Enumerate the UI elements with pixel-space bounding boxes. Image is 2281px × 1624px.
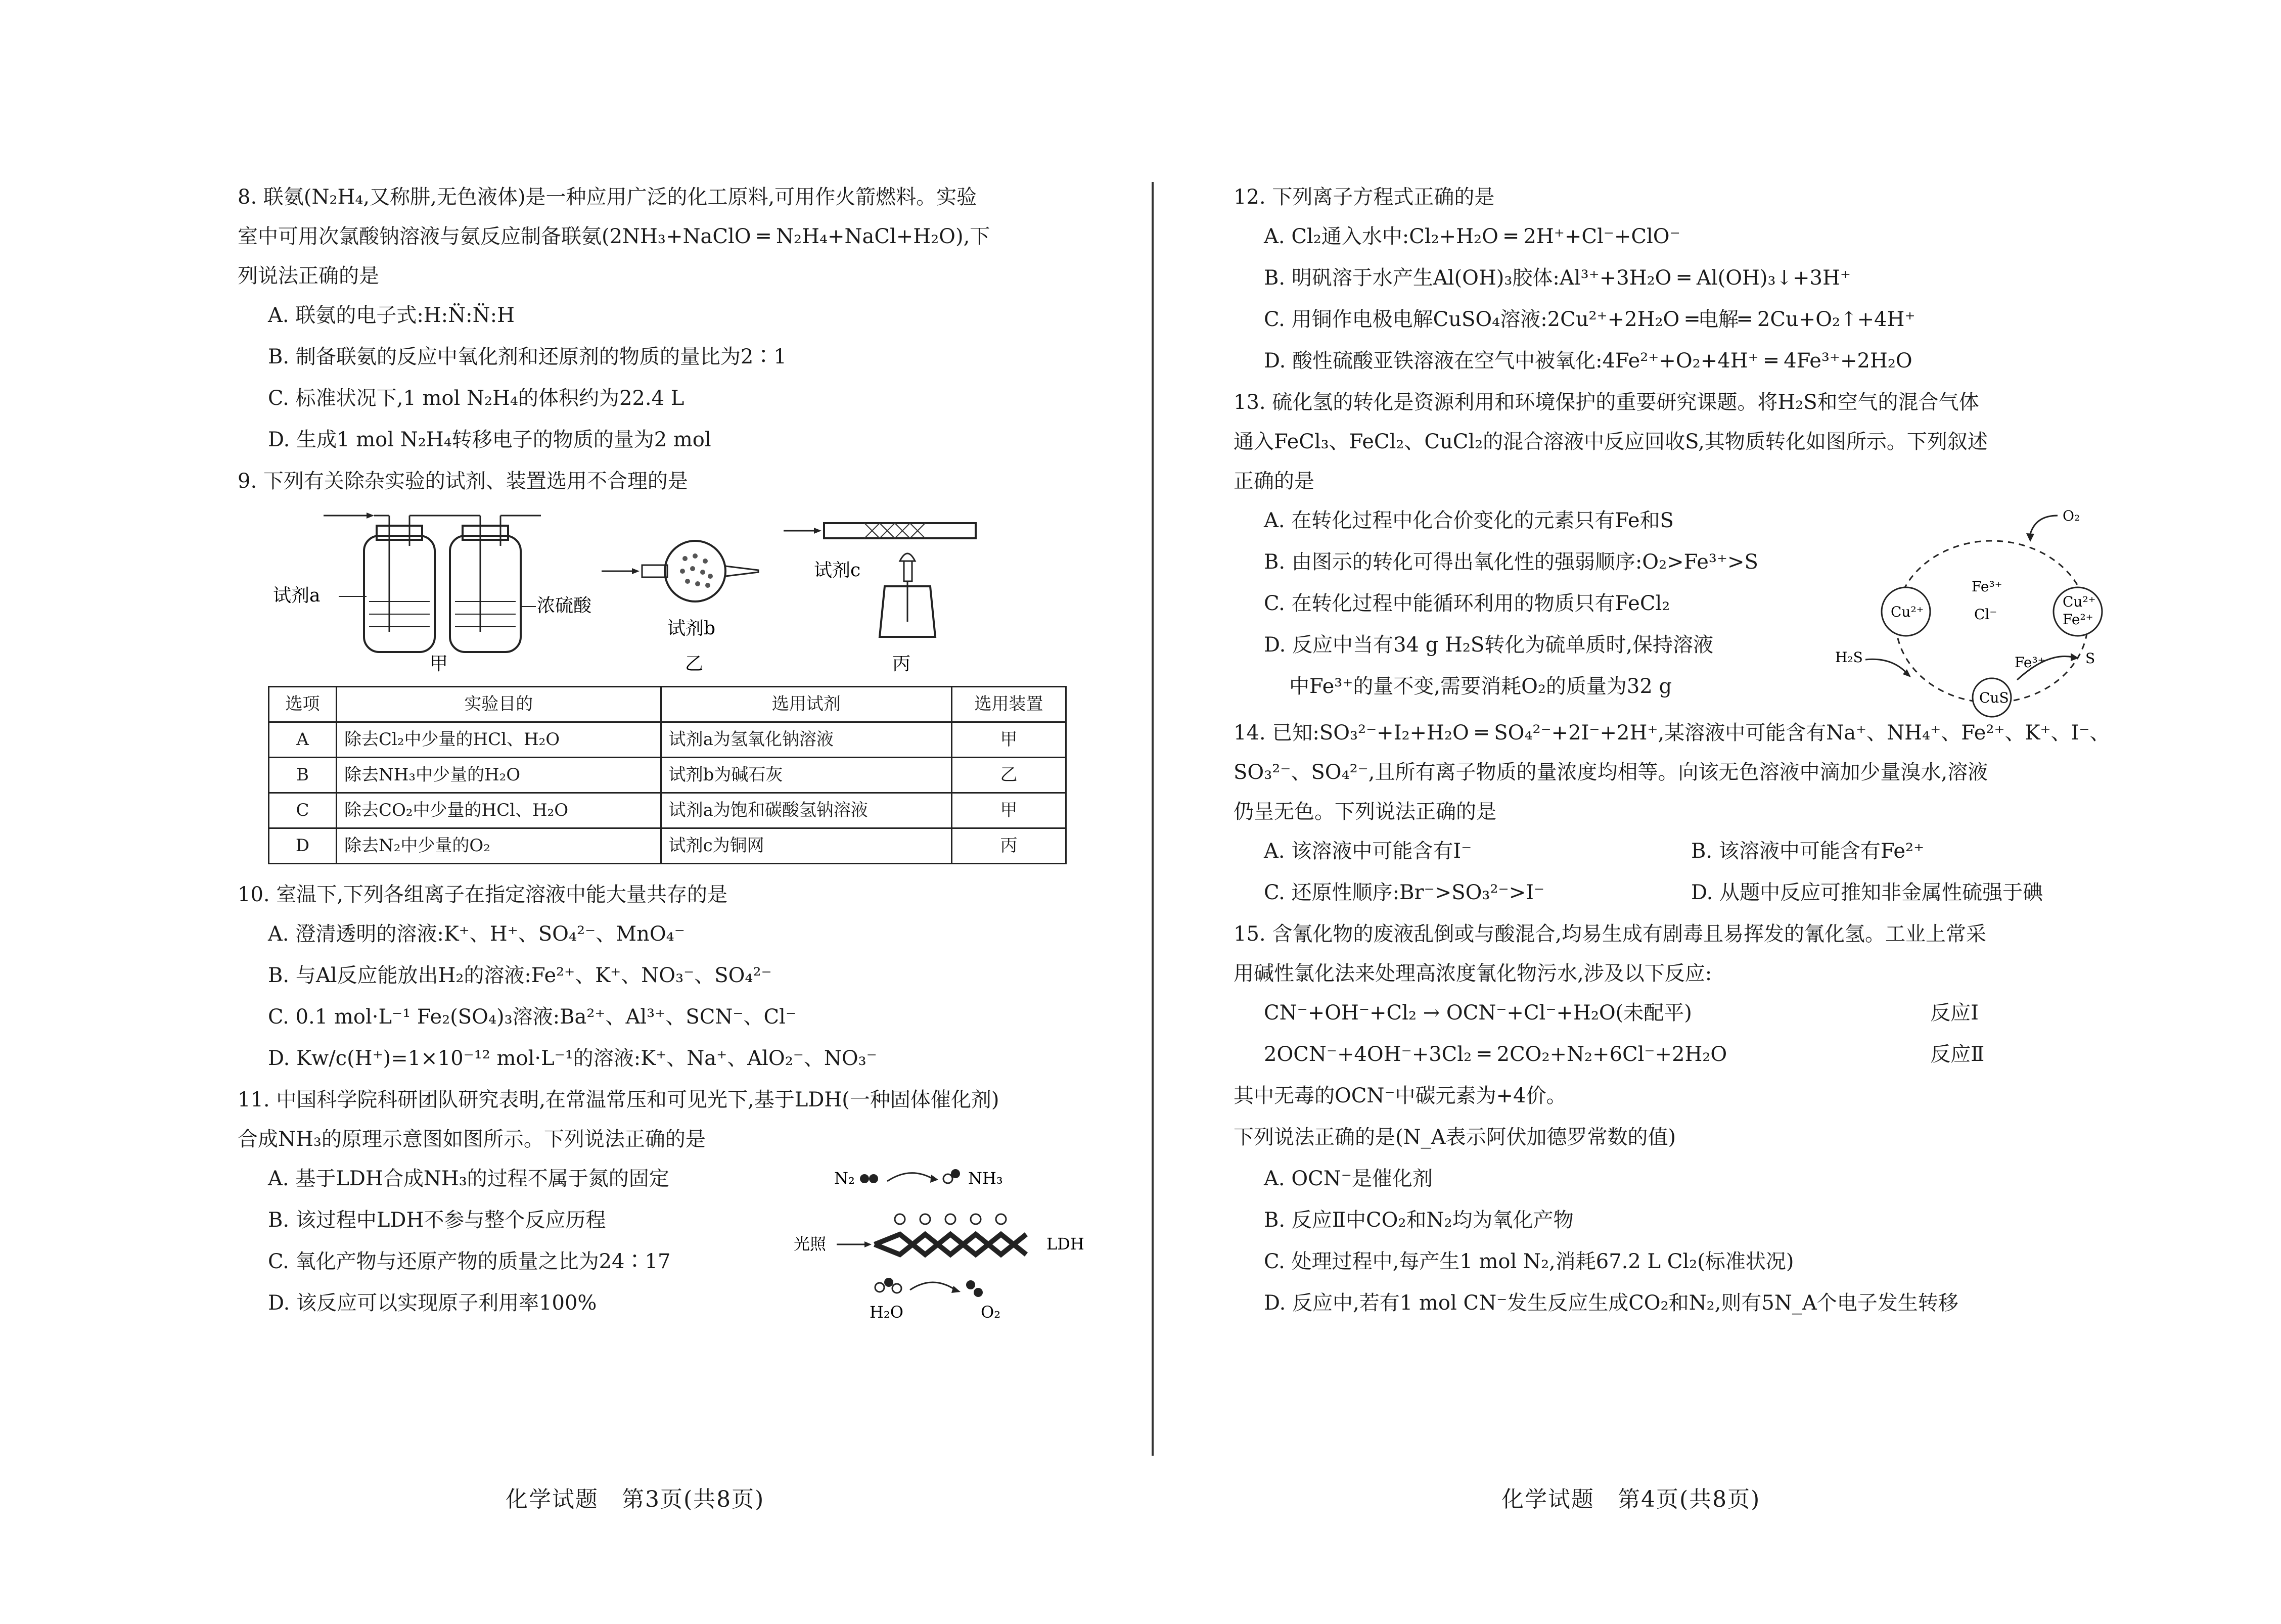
q15-reaction-2-tag: 反应Ⅱ	[1930, 1043, 1985, 1066]
label-fe2: Fe²⁺	[2063, 611, 2093, 628]
question-8	[238, 182, 1102, 455]
gas-washing-bottles-diagram	[268, 505, 592, 674]
label-fe3-b: Fe³⁺	[2015, 654, 2045, 671]
table-row	[269, 722, 1066, 758]
label-h2s: H₂S	[1835, 649, 1863, 666]
q12-stem: 12. 下列离子方程式正确的是	[1234, 185, 1495, 209]
q11-stem-2: 合成NH₃的原理示意图如图所示。下列说法正确的是	[238, 1128, 706, 1151]
table-cell: 丙	[952, 828, 1066, 864]
q14-stem-3: 仍呈无色。下列说法正确的是	[1234, 800, 1496, 823]
question-11	[238, 1085, 1102, 1329]
q8-stem-1: 8. 联氨(N₂H₄,又称肼,无色液体)是一种应用广泛的化工原料,可用作火箭燃料。实验	[238, 185, 977, 209]
label-nh3: NH₃	[968, 1169, 1003, 1188]
apparatus-yi	[602, 505, 763, 681]
q13-option-d-cont: 中Fe³⁺的量不变,需要消耗O₂的质量为32 g	[1289, 675, 1672, 698]
q10-option-a: A. 澄清透明的溶液:K⁺、H⁺、SO₄²⁻、MnO₄⁻	[268, 922, 685, 946]
table-cell: 除去N₂中少量的O₂	[336, 828, 661, 864]
question-12	[1234, 182, 2118, 376]
table-cell: 试剂b为碱石灰	[661, 758, 951, 793]
q13-stem-1: 13. 硫化氢的转化是资源利用和环境保护的重要研究课题。将H₂S和空气的混合气体	[1234, 391, 1979, 414]
q9-apparatus-figure	[268, 505, 1102, 681]
question-14	[1234, 718, 2118, 908]
table-header: 选项	[269, 687, 337, 722]
q13-stem-2: 通入FeCl₃、FeCl₂、CuCl₂的混合溶液中反应回收S,其物质转化如图所示。下列叙述	[1234, 430, 1988, 453]
table-cell: 试剂a为饱和碳酸氢钠溶液	[661, 793, 951, 828]
label-reagent-a: 试剂a	[273, 585, 321, 606]
label-light: 光照	[794, 1234, 827, 1254]
page-footer-right: 化学试题 第4页(共8页)	[1501, 1487, 1761, 1512]
ldh-catalysis-diagram	[789, 1164, 1102, 1325]
q14-option-b: B. 该溶液中可能含有Fe²⁺	[1691, 840, 1925, 863]
q13-option-a: A. 在转化过程中化合价变化的元素只有Fe和S	[1264, 509, 1674, 532]
q10-option-b: B. 与Al反应能放出H₂的溶液:Fe²⁺、K⁺、NO₃⁻、SO₄²⁻	[268, 964, 772, 987]
q13-stem-3: 正确的是	[1234, 470, 1314, 493]
q14-option-a: A. 该溶液中可能含有I⁻	[1264, 840, 1472, 863]
q11-option-a: A. 基于LDH合成NH₃的过程不属于氮的固定	[268, 1167, 669, 1190]
question-13	[1234, 387, 2118, 718]
label-cu2-b: Cu²⁺	[2063, 593, 2096, 610]
q13-option-c: C. 在转化过程中能循环利用的物质只有FeCl₂	[1264, 592, 1670, 615]
h2s-conversion-cycle-diagram	[1835, 505, 2118, 718]
table-header-row	[269, 687, 1066, 722]
q15-option-a: A. OCN⁻是催化剂	[1264, 1167, 1433, 1190]
apparatus-jia	[268, 505, 592, 681]
q11-stem-1: 11. 中国科学院科研团队研究表明,在常温常压和可见光下,基于LDH(一种固体催化剂)	[238, 1088, 999, 1111]
q13-option-b: B. 由图示的转化可得出氧化性的强弱顺序:O₂>Fe³⁺>S	[1264, 550, 1758, 574]
table-cell: 甲	[952, 722, 1066, 758]
q14-stem-1: 14. 已知:SO₃²⁻+I₂+H₂O ═ SO₄²⁻+2I⁻+2H⁺,某溶液中可能含有Na⁺、NH₄⁺、Fe²⁺、K⁺、I⁻、	[1234, 721, 2110, 745]
drying-tube-diagram	[602, 505, 763, 672]
heated-tube-diagram	[784, 505, 996, 672]
label-conc-acid: 浓硫酸	[537, 595, 592, 616]
table-row	[269, 758, 1066, 793]
q10-option-c: C. 0.1 mol·L⁻¹ Fe₂(SO₄)₃溶液:Ba²⁺、Al³⁺、SCN⁻、Cl⁻	[268, 1005, 796, 1029]
q14-option-c: C. 还原性顺序:Br⁻>SO₃²⁻>I⁻	[1264, 881, 1545, 904]
q8-option-d: D. 生成1 mol N₂H₄转移电子的物质的量为2 mol	[268, 428, 711, 451]
label-h2o: H₂O	[870, 1303, 903, 1322]
label-cl: Cl⁻	[1974, 606, 1997, 623]
q15-ask: 下列说法正确的是(N_A表示阿伏加德罗常数的值)	[1234, 1126, 1676, 1149]
table-cell: A	[269, 722, 337, 758]
table-cell: D	[269, 828, 337, 864]
label-ldh: LDH	[1046, 1234, 1084, 1254]
table-row	[269, 793, 1066, 828]
q9-stem: 9. 下列有关除杂实验的试剂、装置选用不合理的是	[238, 470, 688, 493]
q14-stem-2: SO₃²⁻、SO₄²⁻,且所有离子物质的量浓度均相等。向该无色溶液中滴加少量溴水,溶液	[1234, 761, 1988, 784]
q15-stem-1: 15. 含氰化物的废液乱倒或与酸混合,均易生成有剧毒且易挥发的氰化氢。工业上常采	[1234, 922, 1987, 946]
label-fe3: Fe³⁺	[1972, 578, 2002, 595]
table-row	[269, 828, 1066, 864]
table-cell: 除去CO₂中少量的HCl、H₂O	[336, 793, 661, 828]
q15-stem-2: 用碱性氯化法来处理高浓度氰化物污水,涉及以下反应:	[1234, 962, 1712, 985]
apparatus-bing	[784, 505, 996, 681]
question-9	[238, 466, 1102, 864]
q15-option-c: C. 处理过程中,每产生1 mol N₂,消耗67.2 L Cl₂(标准状况)	[1264, 1250, 1794, 1273]
table-header: 实验目的	[336, 687, 661, 722]
q11-option-b: B. 该过程中LDH不参与整个反应历程	[268, 1209, 606, 1232]
label-o2: O₂	[2063, 507, 2080, 524]
column-divider	[1152, 182, 1154, 1456]
label-n2: N₂	[834, 1169, 855, 1188]
label-o2: O₂	[981, 1303, 1001, 1322]
label-reagent-c: 试剂c	[814, 560, 861, 581]
q12-option-b: B. 明矾溶于水产生Al(OH)₃胶体:Al³⁺+3H₂O ═ Al(OH)₃↓+3H⁺	[1264, 266, 1851, 290]
q12-option-a: A. Cl₂通入水中:Cl₂+H₂O ═ 2H⁺+Cl⁻+ClO⁻	[1264, 225, 1680, 248]
table-cell: C	[269, 793, 337, 828]
table-cell: 乙	[952, 758, 1066, 793]
q15-option-d: D. 反应中,若有1 mol CN⁻发生反应生成CO₂和N₂,则有5N_A个电子发生转移	[1264, 1291, 1958, 1315]
page-footer-left: 化学试题 第3页(共8页)	[506, 1487, 765, 1512]
label-cu2: Cu²⁺	[1891, 604, 1924, 620]
q11-option-d: D. 该反应可以实现原子利用率100%	[268, 1291, 597, 1315]
q12-option-d: D. 酸性硫酸亚铁溶液在空气中被氧化:4Fe²⁺+O₂+4H⁺ ═ 4Fe³⁺+2H₂O	[1264, 349, 1912, 373]
q10-stem: 10. 室温下,下列各组离子在指定溶液中能大量共存的是	[238, 883, 728, 906]
q15-reaction-2: 2OCN⁻+4OH⁻+3Cl₂ ═ 2CO₂+N₂+6Cl⁻+2H₂O	[1264, 1043, 1727, 1066]
q15-reaction-1: CN⁻+OH⁻+Cl₂ → OCN⁻+Cl⁻+H₂O(未配平)	[1264, 1001, 1692, 1025]
q8-stem-2: 室中可用次氯酸钠溶液与氨反应制备联氨(2NH₃+NaClO ═ N₂H₄+NaCl+H₂O),下	[238, 225, 990, 248]
q9-options-table	[268, 686, 1067, 864]
q8-option-c: C. 标准状况下,1 mol N₂H₄的体积约为22.4 L	[268, 387, 685, 410]
q8-option-b: B. 制备联氨的反应中氧化剂和还原剂的物质的量比为2∶1	[268, 345, 787, 368]
table-header: 选用试剂	[661, 687, 951, 722]
label-reagent-b: 试剂b	[667, 618, 716, 639]
question-15	[1234, 919, 2118, 1318]
q13-option-d: D. 反应中当有34 g H₂S转化为硫单质时,保持溶液	[1264, 633, 1714, 657]
label-s: S	[2085, 650, 2095, 667]
table-cell: 试剂a为氢氧化钠溶液	[661, 722, 951, 758]
table-header: 选用装置	[952, 687, 1066, 722]
q15-option-b: B. 反应Ⅱ中CO₂和N₂均为氧化产物	[1264, 1209, 1574, 1232]
label-jia: 甲	[430, 654, 448, 674]
table-cell: 试剂c为铜网	[661, 828, 951, 864]
table-cell: B	[269, 758, 337, 793]
q8-option-a: A. 联氨的电子式:H:N̈:N̈:H	[268, 304, 515, 327]
right-column	[1234, 182, 2118, 1329]
q8-stem-3: 列说法正确的是	[238, 264, 379, 288]
table-cell: 除去NH₃中少量的H₂O	[336, 758, 661, 793]
q14-option-d: D. 从题中反应可推知非金属性硫强于碘	[1691, 881, 2043, 904]
left-column	[238, 182, 1102, 1329]
q15-reaction-1-tag: 反应Ⅰ	[1930, 1001, 1979, 1025]
q15-note: 其中无毒的OCN⁻中碳元素为+4价。	[1234, 1084, 1567, 1107]
label-cus: CuS	[1979, 689, 2009, 706]
q10-option-d: D. Kw/c(H⁺)=1×10⁻¹² mol·L⁻¹的溶液:K⁺、Na⁺、AlO₂⁻、NO₃⁻	[268, 1047, 877, 1070]
table-cell: 除去Cl₂中少量的HCl、H₂O	[336, 722, 661, 758]
question-10	[238, 879, 1102, 1074]
q12-option-c: C. 用铜作电极电解CuSO₄溶液:2Cu²⁺+2H₂O ═电解═ 2Cu+O₂↑+4H⁺	[1264, 308, 1915, 331]
q11-option-c: C. 氧化产物与还原产物的质量之比为24∶17	[268, 1250, 671, 1273]
table-cell: 甲	[952, 793, 1066, 828]
label-yi: 乙	[685, 654, 704, 674]
label-bing: 丙	[892, 654, 911, 674]
